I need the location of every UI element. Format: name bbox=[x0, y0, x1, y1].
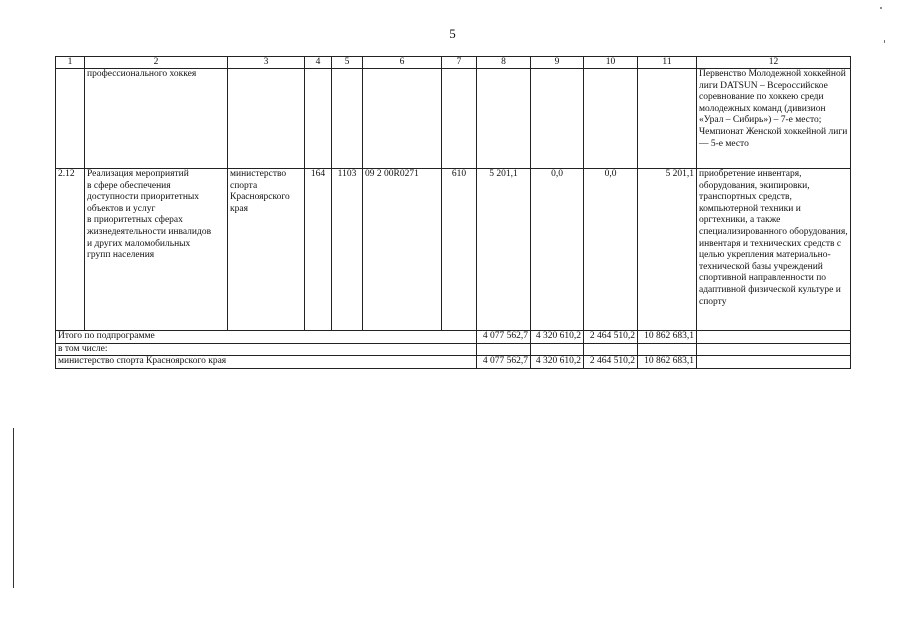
cell-item-number: 2.12 bbox=[56, 169, 85, 331]
col-header: 9 bbox=[531, 57, 584, 69]
cell-rzpr: 1103 bbox=[332, 169, 363, 331]
column-number-row bbox=[56, 57, 851, 69]
ministry-sum: 10 862 683,1 bbox=[638, 356, 697, 369]
table-row-continued bbox=[56, 69, 851, 169]
cell-year-1: 5 201,1 bbox=[477, 169, 531, 331]
cell-total: 5 201,1 bbox=[638, 169, 697, 331]
ministry-year-1: 4 077 562,7 bbox=[477, 356, 531, 369]
total-year-2: 4 320 610,2 bbox=[531, 331, 584, 344]
total-sum: 10 862 683,1 bbox=[638, 331, 697, 344]
table-row-2-12 bbox=[56, 169, 851, 331]
col-header: 10 bbox=[584, 57, 638, 69]
cell-year-3: 0,0 bbox=[584, 169, 638, 331]
col-header: 7 bbox=[442, 57, 477, 69]
col-header: 2 bbox=[85, 57, 228, 69]
cell-result: приобретение инвентаря, оборудования, экипировки, транспортных средств, компьютерной техники и оргтехники, а также специализированного оборудования, инвентаря и технических средств с целью укрепления материально-технической базы учреждений спортивной направленности по адаптивной физической культуре и спорту bbox=[697, 169, 851, 331]
col-header: 1 bbox=[56, 57, 85, 69]
cell-year-2: 0,0 bbox=[531, 169, 584, 331]
ministry-label: министерство спорта Красноярского края bbox=[56, 356, 477, 369]
cell-grbs: 164 bbox=[305, 169, 332, 331]
table-row-ministry-total bbox=[56, 356, 851, 369]
including-label: в том числе: bbox=[56, 343, 477, 356]
ministry-year-3: 2 464 510,2 bbox=[584, 356, 638, 369]
col-header: 11 bbox=[638, 57, 697, 69]
table-row-including bbox=[56, 343, 851, 356]
program-table bbox=[55, 56, 851, 369]
col-header: 6 bbox=[363, 57, 442, 69]
cell-administrator: министерство спорта Красноярского края bbox=[228, 169, 305, 331]
table-row-total bbox=[56, 331, 851, 344]
cell-description: Реализация мероприятий в сфере обеспечения доступности приоритетных объектов и услуг в приоритетных сферах жизнедеятельности инвалидов и других маломобильных групп населения bbox=[85, 169, 228, 331]
col-header: 8 bbox=[477, 57, 531, 69]
cell-csr: 09 2 00R0271 bbox=[363, 169, 442, 331]
scan-speck bbox=[880, 7, 882, 9]
page-number: 5 bbox=[449, 26, 456, 41]
col-header: 12 bbox=[697, 57, 851, 69]
col-header: 3 bbox=[228, 57, 305, 69]
col-header: 4 bbox=[305, 57, 332, 69]
cell-vr: 610 bbox=[442, 169, 477, 331]
col-header: 5 bbox=[332, 57, 363, 69]
scan-margin-line bbox=[13, 428, 14, 588]
total-label: Итого по подпрограмме bbox=[56, 331, 477, 344]
cell-result: Первенство Молодежной хоккейной лиги DATSUN – Всероссийское соревнование по хоккею среди молодежных команд (дивизион «Урал – Сибирь») – 7-е место; Чемпионат Женской хоккейной лиги — 5-е место bbox=[697, 69, 851, 169]
ministry-year-2: 4 320 610,2 bbox=[531, 356, 584, 369]
total-year-1: 4 077 562,7 bbox=[477, 331, 531, 344]
cell-description: профессионального хоккея bbox=[85, 69, 228, 169]
total-year-3: 2 464 510,2 bbox=[584, 331, 638, 344]
scan-speck bbox=[884, 40, 885, 43]
